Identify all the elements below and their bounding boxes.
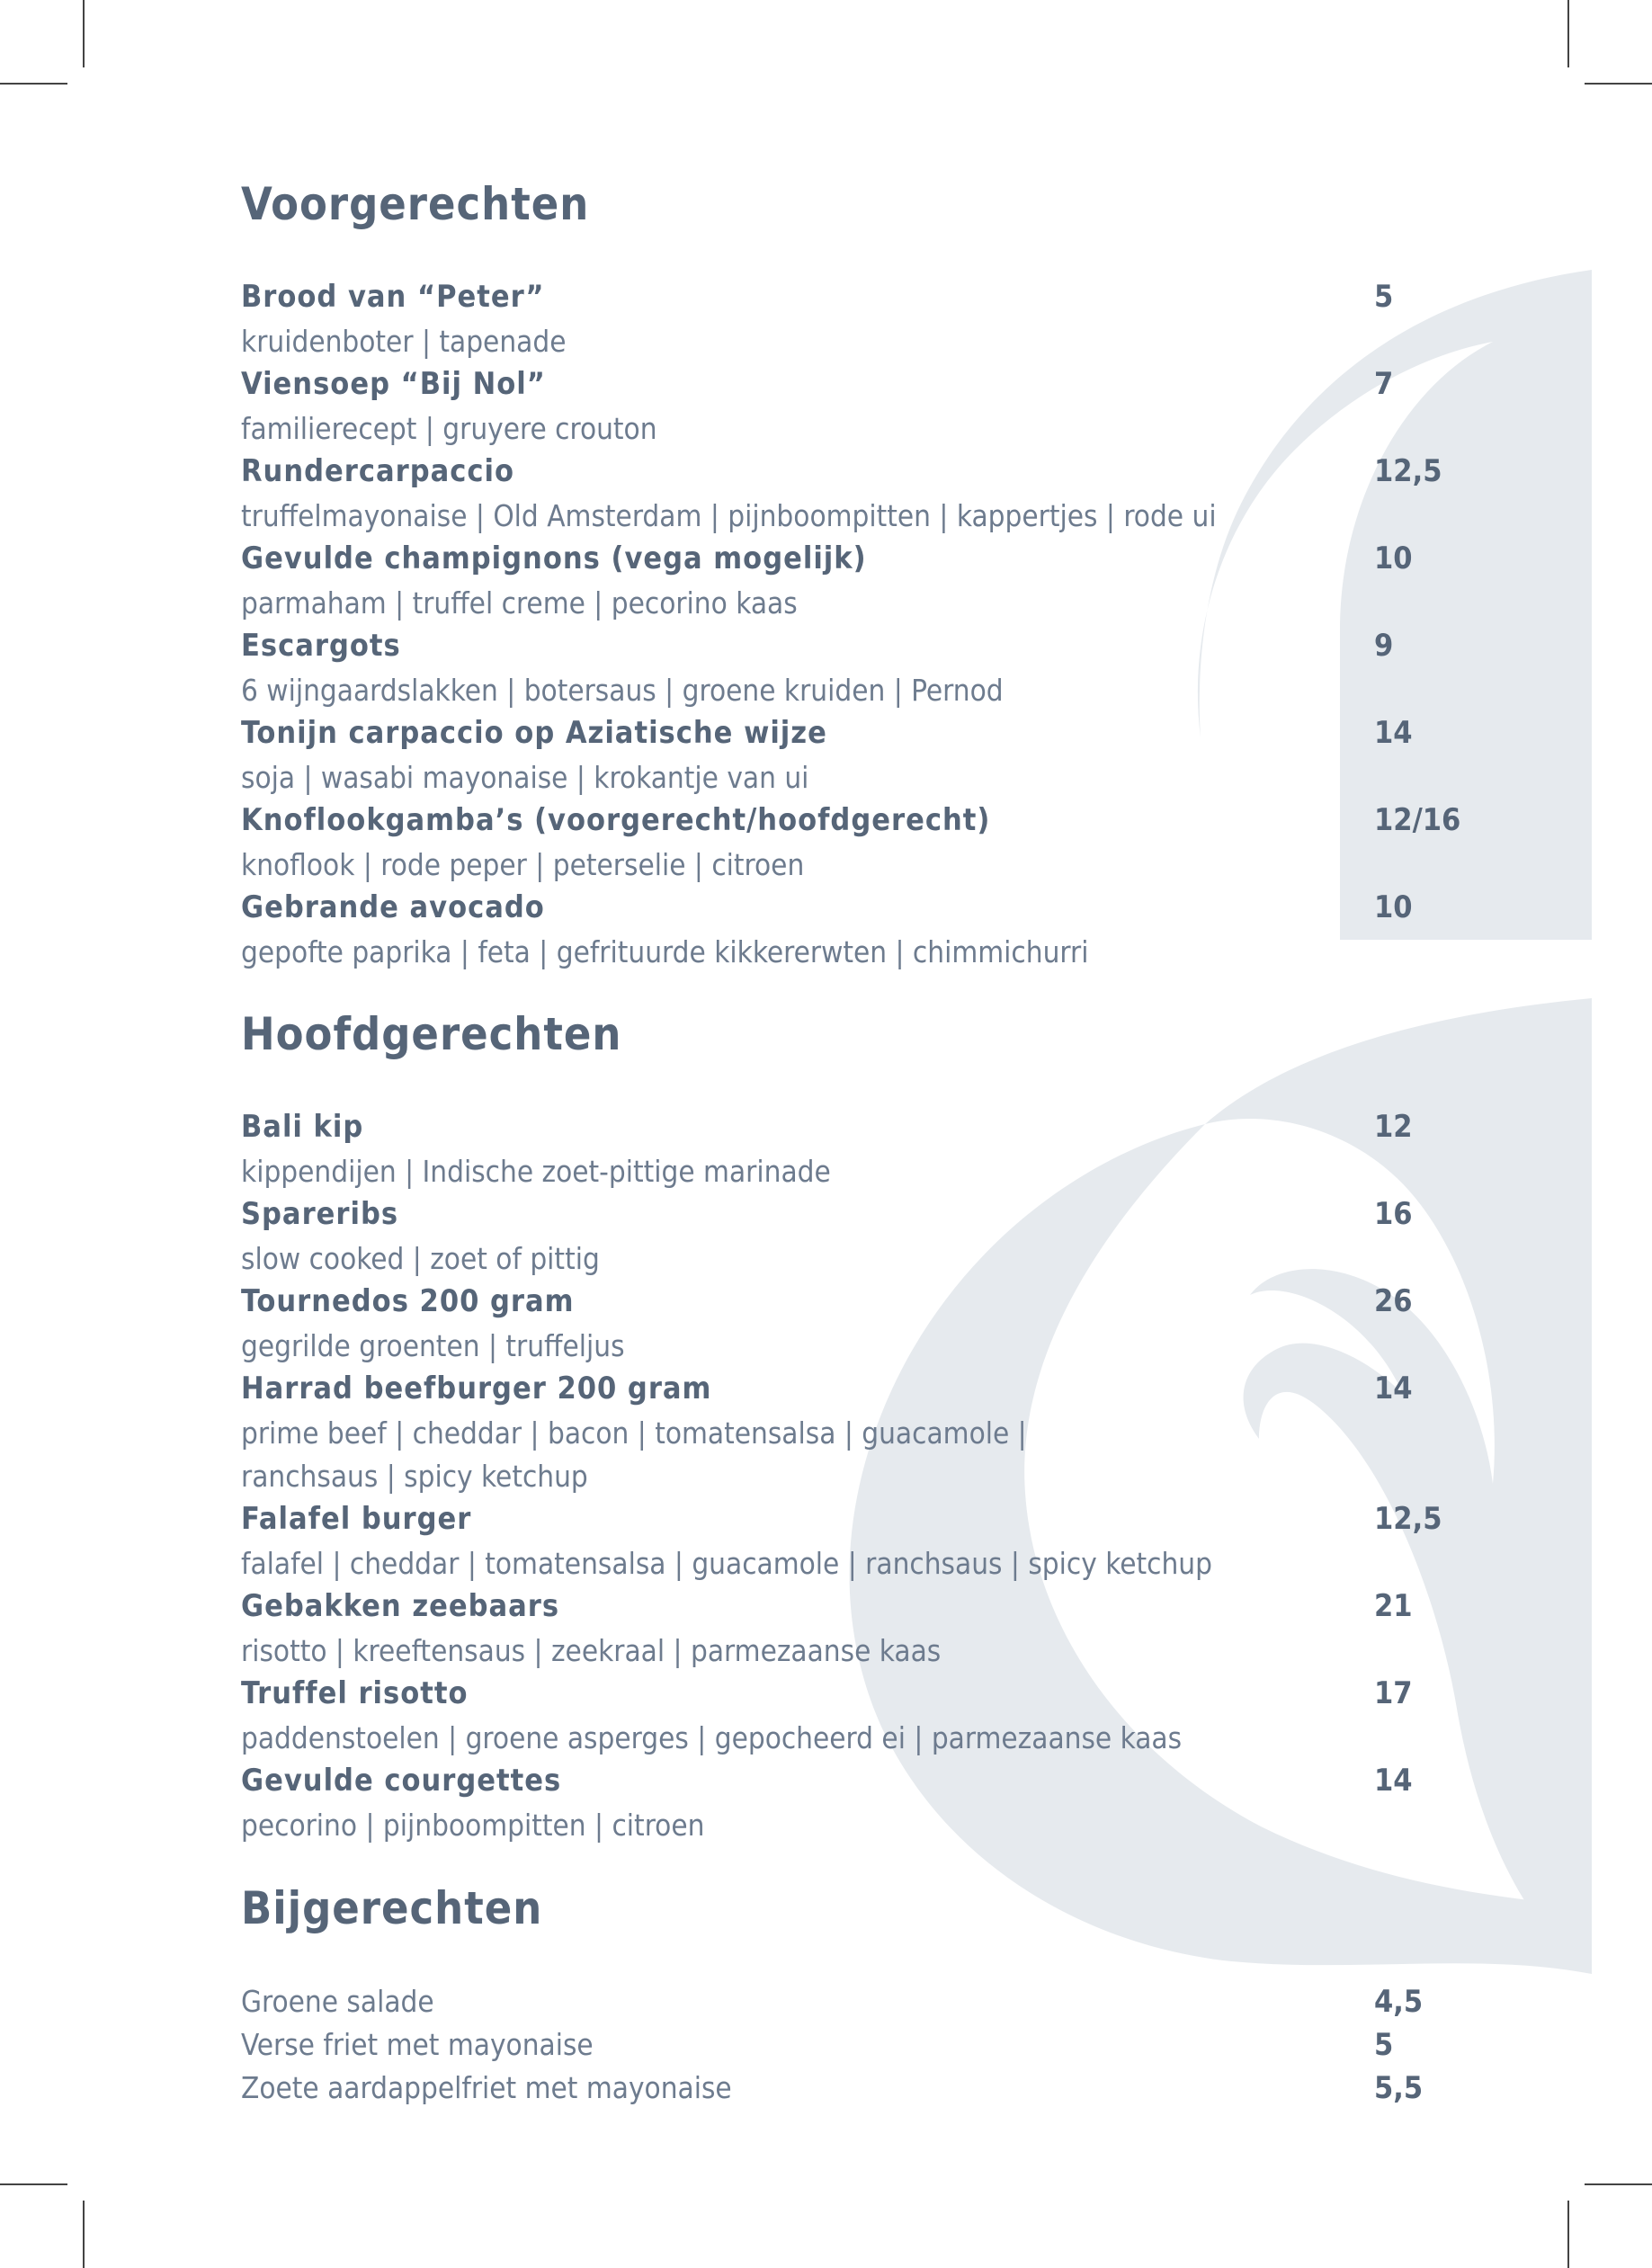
side-dish-item xyxy=(241,2027,1500,2070)
item-description: 6 wijngaardslakken | botersaus | groene kruiden | Pernod xyxy=(241,673,1004,708)
menu-item xyxy=(241,628,1500,671)
item-name: Escargots xyxy=(241,628,401,664)
item-name: Rundercarpaccio xyxy=(241,453,514,489)
item-description: falafel | cheddar | tomatensalsa | guacamole | ranchsaus | spicy ketchup xyxy=(241,1546,1212,1581)
item-price: 26 xyxy=(1374,1283,1413,1319)
item-price: 17 xyxy=(1374,1675,1413,1711)
item-name: Truffel risotto xyxy=(241,1675,469,1711)
item-description: paddenstoelen | groene asperges | gepocheerd ei | parmezaanse kaas xyxy=(241,1720,1183,1755)
item-price: 12,5 xyxy=(1374,453,1442,489)
item-description: kruidenboter | tapenade xyxy=(241,324,567,359)
item-price: 9 xyxy=(1374,628,1394,664)
item-name: Spareribs xyxy=(241,1196,399,1232)
item-description: pecorino | pijnboompitten | citroen xyxy=(241,1808,705,1843)
item-price: 7 xyxy=(1374,366,1394,402)
menu-item xyxy=(241,715,1500,758)
item-name: Gebrande avocado xyxy=(241,889,545,925)
item-price: 12 xyxy=(1374,1109,1413,1145)
item-name: Gevulde champignons (vega mogelijk) xyxy=(241,540,867,576)
item-name: Gevulde courgettes xyxy=(241,1763,562,1799)
item-description: knoflook | rode peper | peterselie | citroen xyxy=(241,847,805,882)
item-price: 12/16 xyxy=(1374,802,1461,838)
side-dish-item xyxy=(241,1984,1500,2027)
menu-item xyxy=(241,1501,1500,1544)
item-name: Knoflookgamba’s (voorgerecht/hoofdgerecht) xyxy=(241,802,991,838)
item-price: 14 xyxy=(1374,1763,1413,1799)
side-dish-price: 5,5 xyxy=(1374,2070,1424,2106)
item-description: prime beef | cheddar | bacon | tomatensalsa | guacamole | xyxy=(241,1415,1027,1451)
side-dish-name: Verse friet met mayonaise xyxy=(241,2027,594,2062)
item-name: Viensoep “Bij Nol” xyxy=(241,366,546,402)
menu-item xyxy=(241,1371,1500,1414)
item-price: 10 xyxy=(1374,540,1413,576)
item-name: Bali kip xyxy=(241,1109,364,1145)
side-dish-price: 5 xyxy=(1374,2027,1394,2063)
item-name: Gebakken zeebaars xyxy=(241,1588,560,1624)
menu-item xyxy=(241,1763,1500,1806)
section-title-hoofdgerechten: Hoofdgerechten xyxy=(241,1008,622,1060)
item-price: 21 xyxy=(1374,1588,1413,1624)
menu-item xyxy=(241,279,1500,322)
menu-item xyxy=(241,802,1500,845)
side-dish-item xyxy=(241,2070,1500,2113)
section-title-bijgerechten: Bijgerechten xyxy=(241,1882,543,1934)
item-name: Brood van “Peter” xyxy=(241,279,545,315)
item-description: soja | wasabi mayonaise | krokantje van ui xyxy=(241,760,809,795)
item-description: gegrilde groenten | truffeljus xyxy=(241,1328,625,1363)
item-price: 5 xyxy=(1374,279,1394,315)
item-description-continued: ranchsaus | spicy ketchup xyxy=(241,1459,588,1494)
item-name: Falafel burger xyxy=(241,1501,472,1537)
item-description: familierecept | gruyere crouton xyxy=(241,411,657,446)
menu-item xyxy=(241,366,1500,409)
item-description: slow cooked | zoet of pittig xyxy=(241,1241,600,1276)
menu-item xyxy=(241,1109,1500,1152)
section-title-voorgerechten: Voorgerechten xyxy=(241,178,590,230)
item-price: 14 xyxy=(1374,715,1413,751)
item-price: 12,5 xyxy=(1374,1501,1442,1537)
item-name: Tonijn carpaccio op Aziatische wijze xyxy=(241,715,827,751)
item-name: Harrad beefburger 200 gram xyxy=(241,1371,712,1406)
menu-item xyxy=(241,1675,1500,1719)
item-description: risotto | kreeftensaus | zeekraal | parmezaanse kaas xyxy=(241,1633,942,1668)
item-description: kippendijen | Indische zoet-pittige marinade xyxy=(241,1154,831,1189)
item-name: Tournedos 200 gram xyxy=(241,1283,575,1319)
side-dish-name: Groene salade xyxy=(241,1984,434,2019)
item-price: 10 xyxy=(1374,889,1413,925)
menu-item xyxy=(241,889,1500,933)
side-dish-price: 4,5 xyxy=(1374,1984,1424,2020)
menu-item xyxy=(241,453,1500,496)
item-description: parmaham | truffel creme | pecorino kaas xyxy=(241,585,798,621)
item-description: gepofte paprika | feta | gefrituurde kikkererwten | chimmichurri xyxy=(241,934,1089,969)
item-description: truffelmayonaise | Old Amsterdam | pijnboompitten | kappertjes | rode ui xyxy=(241,498,1217,533)
side-dish-name: Zoete aardappelfriet met mayonaise xyxy=(241,2070,732,2105)
item-price: 14 xyxy=(1374,1371,1413,1406)
item-price: 16 xyxy=(1374,1196,1413,1232)
menu-item xyxy=(241,1196,1500,1239)
menu-item xyxy=(241,540,1500,584)
menu-item xyxy=(241,1588,1500,1631)
menu-item xyxy=(241,1283,1500,1326)
